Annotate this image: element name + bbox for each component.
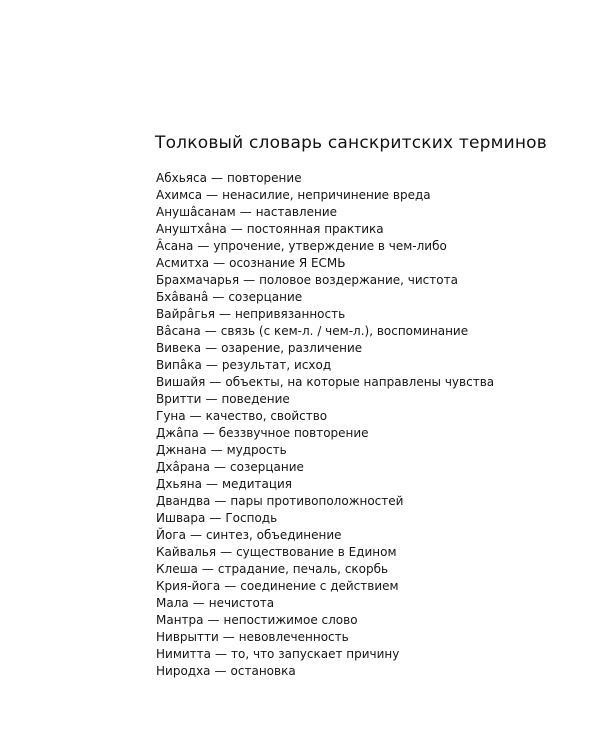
term-separator: — xyxy=(222,630,235,644)
term-separator: — xyxy=(230,222,243,236)
glossary-definition: соединение с действием xyxy=(240,579,399,593)
glossary-definition: объекты, на которые направлены чувства xyxy=(225,375,495,389)
glossary-term: Нимитта xyxy=(156,647,212,661)
term-separator: — xyxy=(204,324,217,338)
glossary-term: Мала xyxy=(156,596,189,610)
glossary-term: Джâпа xyxy=(156,426,199,440)
glossary-term: Вишайя xyxy=(156,375,206,389)
glossary-entry xyxy=(156,612,494,629)
glossary-term: Бхâванâ xyxy=(156,290,209,304)
term-separator: — xyxy=(192,596,205,610)
term-separator: — xyxy=(205,341,218,355)
glossary-definition: существование в Едином xyxy=(236,545,397,559)
glossary-term: Гуна xyxy=(156,409,186,423)
glossary-entry xyxy=(156,357,494,374)
glossary-term: Двандва xyxy=(156,494,211,508)
glossary-definition: страдание, печаль, скорбь xyxy=(217,562,389,576)
glossary-term: Дхьяна xyxy=(156,477,202,491)
term-separator: — xyxy=(202,426,215,440)
glossary-definition: озарение, различение xyxy=(221,341,363,355)
glossary-term: Джнана xyxy=(156,443,207,457)
glossary-term: Асмитха xyxy=(156,256,210,270)
glossary-entry xyxy=(156,289,494,306)
glossary-definition: Господь xyxy=(225,511,278,525)
glossary-definition: качество, свойство xyxy=(205,409,328,423)
glossary-entry xyxy=(156,391,494,408)
glossary-definition: половое воздержание, чистота xyxy=(259,273,458,287)
glossary-entry xyxy=(156,272,494,289)
glossary-entry xyxy=(156,493,494,510)
glossary-definition: постоянная практика xyxy=(246,222,384,236)
glossary-list xyxy=(156,170,494,680)
glossary-term: Мантра xyxy=(156,613,204,627)
glossary-definition: созерцание xyxy=(228,290,303,304)
glossary-entry xyxy=(156,425,494,442)
term-separator: — xyxy=(212,290,225,304)
glossary-definition: мудрость xyxy=(226,443,287,457)
term-separator: — xyxy=(243,273,256,287)
glossary-entry xyxy=(156,646,494,663)
term-separator: — xyxy=(213,256,226,270)
glossary-entry xyxy=(156,204,494,221)
glossary-term: Ануштхâна xyxy=(156,222,227,236)
glossary-term: Випâка xyxy=(156,358,202,372)
glossary-entry xyxy=(156,238,494,255)
glossary-entry xyxy=(156,442,494,459)
glossary-definition: нечистота xyxy=(208,596,275,610)
glossary-term: Дхâрана xyxy=(156,460,210,474)
term-separator: — xyxy=(205,477,218,491)
glossary-entry xyxy=(156,221,494,238)
glossary-term: Вайрâгья xyxy=(156,307,215,321)
glossary-term: Ахимса xyxy=(156,188,203,202)
term-separator: — xyxy=(224,579,237,593)
term-separator: — xyxy=(214,460,226,474)
glossary-term: Абхьяса xyxy=(156,171,207,185)
glossary-definition: поведение xyxy=(221,392,290,406)
glossary-term: Клеша xyxy=(156,562,198,576)
glossary-term: Вритти xyxy=(156,392,202,406)
term-separator: — xyxy=(189,528,202,542)
term-separator: — xyxy=(209,511,222,525)
glossary-term: Вивека xyxy=(156,341,202,355)
glossary-definition: повторение xyxy=(226,171,302,185)
glossary-entry xyxy=(156,544,494,561)
term-separator: — xyxy=(220,545,233,559)
glossary-entry xyxy=(156,255,494,272)
glossary-term: Ниврытти xyxy=(156,630,219,644)
term-separator: — xyxy=(201,562,214,576)
glossary-entry xyxy=(156,408,494,425)
glossary-definition: медитация xyxy=(221,477,293,491)
glossary-definition: непостижимое слово xyxy=(223,613,358,627)
glossary-definition: остановка xyxy=(230,664,296,678)
glossary-definition: синтез, объединение xyxy=(205,528,342,542)
glossary-term: Ишвара xyxy=(156,511,206,525)
term-separator: — xyxy=(210,171,223,185)
term-separator: — xyxy=(210,443,223,457)
glossary-entry xyxy=(156,476,494,493)
term-separator: — xyxy=(207,613,220,627)
term-separator: — xyxy=(205,358,218,372)
glossary-entry xyxy=(156,629,494,646)
glossary-definition: осознание Я ЕСМЬ xyxy=(229,256,346,270)
glossary-definition: ненасилие, непричинение вреда xyxy=(222,188,431,202)
term-separator: — xyxy=(214,664,227,678)
glossary-definition: пары противоположностей xyxy=(230,494,404,508)
glossary-entry xyxy=(156,578,494,595)
glossary-definition: результат, исход xyxy=(221,358,332,372)
glossary-entry xyxy=(156,323,494,340)
term-separator: — xyxy=(197,239,210,253)
glossary-term: Йога xyxy=(156,528,186,542)
glossary-entry xyxy=(156,187,494,204)
term-separator: — xyxy=(205,392,218,406)
glossary-definition: наставление xyxy=(255,205,337,219)
glossary-term: Анушâсанам xyxy=(156,205,236,219)
term-separator: — xyxy=(214,494,227,508)
glossary-definition: связь (с кем-л. / чем-л.), воспоминание xyxy=(220,324,469,338)
term-separator: — xyxy=(215,647,228,661)
glossary-entry xyxy=(156,306,494,323)
glossary-term: Ниродха xyxy=(156,664,211,678)
glossary-term: Вâсана xyxy=(156,324,201,338)
glossary-entry xyxy=(156,595,494,612)
glossary-entry xyxy=(156,527,494,544)
glossary-definition: упрочение, утверждение в чем-либо xyxy=(213,239,447,253)
glossary-entry xyxy=(156,663,494,680)
term-separator: — xyxy=(209,375,222,389)
glossary-definition: то, что запускает причину xyxy=(231,647,400,661)
glossary-entry xyxy=(156,340,494,357)
glossary-term: Кайвалья xyxy=(156,545,217,559)
glossary-definition: беззвучное повторение xyxy=(218,426,369,440)
glossary-entry xyxy=(156,510,494,527)
term-separator: — xyxy=(239,205,252,219)
glossary-entry xyxy=(156,561,494,578)
term-separator: — xyxy=(218,307,231,321)
glossary-entry xyxy=(156,374,494,391)
glossary-definition: созерцание xyxy=(230,460,304,474)
term-separator: — xyxy=(189,409,202,423)
page-title: Толковый словарь санскритских терминов xyxy=(155,133,548,153)
glossary-definition: непривязанность xyxy=(234,307,346,321)
glossary-entry xyxy=(156,170,494,187)
glossary-definition: невовлеченность xyxy=(238,630,349,644)
term-separator: — xyxy=(206,188,219,202)
glossary-term: Âсана xyxy=(156,239,194,253)
glossary-term: Крия-йога xyxy=(156,579,221,593)
glossary-term: Брахмачарья xyxy=(156,273,240,287)
glossary-entry xyxy=(156,459,494,476)
